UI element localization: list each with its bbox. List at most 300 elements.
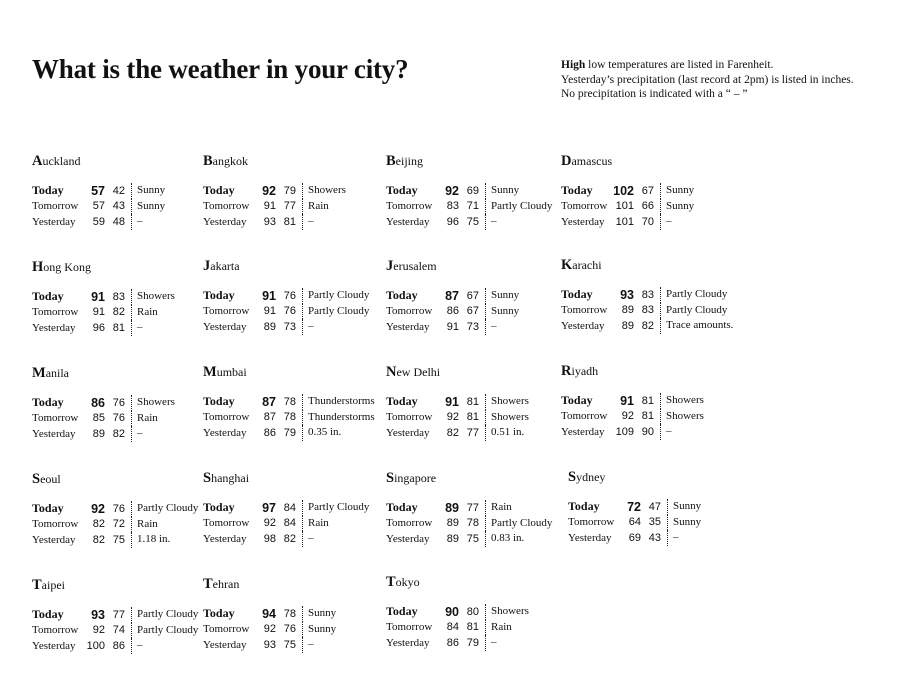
high-temp: 87 [263,411,276,424]
high-temp: 100 [86,639,105,652]
condition: Sunny [485,304,519,320]
row-label: Yesterday [203,638,247,651]
row-label: Yesterday [203,320,247,333]
city-card [561,153,741,230]
city-name: Bangkok [203,153,248,169]
city-name: Jakarta [203,258,240,274]
low-temp: 78 [466,517,479,530]
forecast-row-today [386,604,566,620]
forecast-row-tomorrow [386,304,566,320]
high-temp: 89 [92,427,105,440]
high-temp: 102 [613,183,634,198]
row-label: Tomorrow [203,517,250,530]
high-temp: 93 [91,607,105,622]
high-temp: 91 [620,393,634,408]
condition: Partly Cloudy [302,288,369,304]
row-label: Tomorrow [32,412,79,425]
page-title: What is the weather in your city? [32,54,409,84]
row-label: Tomorrow [386,411,433,424]
row-label: Yesterday [568,531,612,544]
row-label: Today [561,287,593,302]
row-label: Tomorrow [568,516,615,529]
low-temp: 67 [641,184,654,197]
forecast-row-yesterday [561,214,741,230]
row-label: Tomorrow [386,200,433,213]
low-temp: 78 [283,411,296,424]
condition: Sunny [131,183,165,199]
city-name: New Delhi [386,364,441,380]
high-temp: 109 [615,425,634,438]
low-temp: 82 [283,532,296,545]
condition: – [660,424,672,440]
city-name: Damascus [561,153,613,169]
row-label: Yesterday [203,426,247,439]
forecast-row-tomorrow [203,410,383,426]
low-temp: 43 [648,531,661,544]
city-card [203,153,383,230]
low-temp: 86 [112,639,125,652]
forecast-row-tomorrow [203,304,383,320]
row-label: Yesterday [386,636,430,649]
row-label: Today [32,607,64,622]
forecast-row-yesterday [32,214,212,230]
city-name: Shanghai [203,470,250,486]
condition: – [667,530,679,546]
low-temp: 83 [641,304,654,317]
row-label: Yesterday [32,427,76,440]
high-temp: 96 [446,215,459,228]
city-name: Taipei [32,577,65,593]
condition: Sunny [667,499,701,515]
condition: – [131,214,143,230]
high-temp: 91 [263,200,276,213]
forecast-row-tomorrow [203,199,383,215]
high-temp: 86 [263,426,276,439]
forecast-row-tomorrow [386,620,566,636]
high-temp: 85 [92,412,105,425]
city-name: Beijing [386,153,423,169]
condition: – [131,320,143,336]
forecast-row-yesterday [386,319,566,335]
condition: – [485,319,497,335]
high-temp: 82 [92,533,105,546]
forecast-row-today [203,606,383,622]
row-label: Today [32,289,64,304]
condition: Showers [660,409,704,425]
city-name: Jerusalem [386,258,437,274]
city-name: Mumbai [203,364,247,380]
high-temp: 83 [446,200,459,213]
forecast-row-yesterday [203,319,383,335]
row-label: Yesterday [32,639,76,652]
low-temp: 80 [466,605,479,618]
forecast-row-today [561,183,741,199]
city-card [386,574,566,651]
forecast-row-yesterday [386,531,566,547]
legend-bold-high: High [561,59,586,71]
low-temp: 69 [466,184,479,197]
high-temp: 91 [91,289,105,304]
low-temp: 76 [112,396,125,409]
low-temp: 43 [112,200,125,213]
row-label: Today [32,395,64,410]
forecast-row-today [32,395,212,411]
row-label: Today [203,394,235,409]
row-label: Tomorrow [32,306,79,319]
row-label: Tomorrow [32,200,79,213]
city-card [386,258,566,335]
row-label: Yesterday [386,320,430,333]
city-card [568,469,748,546]
high-temp: 89 [446,532,459,545]
low-temp: 74 [112,624,125,637]
forecast-row-tomorrow [203,516,383,532]
row-label: Yesterday [203,532,247,545]
high-temp: 89 [445,500,459,515]
high-temp: 89 [446,517,459,530]
city-card [386,364,566,441]
forecast-row-today [32,607,212,623]
high-temp: 57 [91,183,105,198]
forecast-row-yesterday [32,426,212,442]
city-card [203,258,383,335]
high-temp: 93 [263,215,276,228]
forecast-row-tomorrow [32,517,212,533]
condition: Trace amounts. [660,318,733,334]
forecast-row-tomorrow [386,410,566,426]
low-temp: 90 [641,425,654,438]
condition: Showers [485,410,529,426]
row-label: Today [386,183,418,198]
row-label: Tomorrow [203,200,250,213]
high-temp: 98 [263,532,276,545]
condition: Sunny [485,183,519,199]
forecast-row-today [561,393,741,409]
city-name: Seoul [32,471,61,487]
high-temp: 96 [92,321,105,334]
low-temp: 84 [283,517,296,530]
condition: Showers [660,393,704,409]
condition: Sunny [660,199,694,215]
condition: Partly Cloudy [131,623,198,639]
low-temp: 81 [283,215,296,228]
row-label: Tomorrow [561,304,608,317]
low-temp: 75 [466,532,479,545]
condition: Showers [485,604,529,620]
condition: – [131,638,143,654]
condition: Sunny [302,622,336,638]
condition: 0.35 in. [302,425,341,441]
high-temp: 57 [92,200,105,213]
low-temp: 77 [112,608,125,621]
condition: Thunderstorms [302,394,375,410]
condition: Rain [302,516,329,532]
high-temp: 92 [445,183,459,198]
forecast-row-today [386,394,566,410]
condition: Rain [131,517,158,533]
row-label: Tomorrow [561,200,608,213]
low-temp: 67 [466,305,479,318]
high-temp: 91 [262,288,276,303]
high-temp: 94 [262,606,276,621]
low-temp: 78 [283,395,296,408]
condition: Sunny [667,515,701,531]
forecast-row-yesterday [561,318,741,334]
condition: – [485,635,497,651]
high-temp: 72 [627,499,641,514]
city-card [32,365,212,442]
city-card [203,364,383,441]
high-temp: 92 [262,183,276,198]
city-name: Tehran [203,576,240,592]
high-temp: 64 [628,516,641,529]
legend-line-3: No precipitation is indicated with a “ – ” [561,88,748,100]
condition: 0.83 in. [485,531,524,547]
forecast-row-tomorrow [561,409,741,425]
forecast-row-today [203,183,383,199]
low-temp: 77 [466,426,479,439]
legend-line-1: High low temperatures are listed in Farenheit. [561,59,774,71]
condition: Partly Cloudy [660,303,727,319]
high-temp: 92 [92,624,105,637]
low-temp: 71 [466,200,479,213]
forecast-row-tomorrow [32,305,212,321]
city-card [32,577,212,654]
low-temp: 81 [466,411,479,424]
row-label: Today [32,501,64,516]
high-temp: 86 [446,305,459,318]
low-temp: 83 [112,290,125,303]
low-temp: 73 [283,320,296,333]
low-temp: 76 [283,289,296,302]
city-card [561,363,741,440]
forecast-row-yesterday [32,320,212,336]
forecast-row-yesterday [386,425,566,441]
forecast-row-yesterday [561,424,741,440]
high-temp: 84 [446,621,459,634]
row-label: Today [203,606,235,621]
city-name: Riyadh [561,363,599,379]
low-temp: 82 [112,427,125,440]
condition: Sunny [302,606,336,622]
forecast-row-tomorrow [386,516,566,532]
city-name: Sydney [568,469,606,485]
forecast-row-tomorrow [32,199,212,215]
condition: Partly Cloudy [131,607,198,623]
row-label: Today [568,499,600,514]
condition: – [302,319,314,335]
high-temp: 92 [446,411,459,424]
row-label: Tomorrow [386,621,433,634]
low-temp: 75 [466,215,479,228]
high-temp: 87 [262,394,276,409]
city-card [32,153,212,230]
high-temp: 101 [615,200,634,213]
condition: Partly Cloudy [302,304,369,320]
high-temp: 97 [262,500,276,515]
forecast-row-today [203,500,383,516]
forecast-row-today [561,287,741,303]
condition: Partly Cloudy [485,516,552,532]
city-card [32,471,212,548]
row-label: Today [386,500,418,515]
forecast-row-today [32,183,212,199]
condition: Sunny [660,183,694,199]
row-label: Today [203,500,235,515]
high-temp: 90 [445,604,459,619]
condition: Sunny [131,199,165,215]
forecast-row-today [203,394,383,410]
forecast-row-today [32,501,212,517]
city-card [203,576,383,653]
forecast-row-tomorrow [386,199,566,215]
row-label: Today [32,183,64,198]
row-label: Tomorrow [203,305,250,318]
condition: 1.18 in. [131,532,170,548]
forecast-row-yesterday [32,532,212,548]
high-temp: 93 [620,287,634,302]
forecast-row-tomorrow [203,622,383,638]
high-temp: 92 [263,517,276,530]
row-label: Yesterday [561,215,605,228]
high-temp: 89 [263,320,276,333]
high-temp: 91 [446,320,459,333]
row-label: Yesterday [203,215,247,228]
low-temp: 70 [641,215,654,228]
city-name: Auckland [32,153,81,169]
condition: Showers [131,289,175,305]
row-label: Tomorrow [32,518,79,531]
condition: Showers [302,183,346,199]
condition: Rain [485,500,512,516]
condition: – [302,531,314,547]
low-temp: 81 [641,394,654,407]
low-temp: 79 [466,636,479,649]
low-temp: 81 [112,321,125,334]
low-temp: 76 [112,412,125,425]
low-temp: 82 [112,306,125,319]
high-temp: 69 [628,531,641,544]
forecast-row-yesterday [203,214,383,230]
low-temp: 77 [283,200,296,213]
city-name: Singapore [386,470,437,486]
forecast-row-tomorrow [561,199,741,215]
condition: Thunderstorms [302,410,375,426]
low-temp: 83 [641,288,654,301]
legend-note [561,58,901,102]
condition: – [302,637,314,653]
high-temp: 93 [263,638,276,651]
row-label: Yesterday [386,215,430,228]
low-temp: 67 [466,289,479,302]
city-name: Manila [32,365,70,381]
high-temp: 92 [621,410,634,423]
row-label: Tomorrow [386,517,433,530]
high-temp: 86 [446,636,459,649]
condition: Rain [485,620,512,636]
row-label: Yesterday [32,321,76,334]
low-temp: 76 [283,305,296,318]
forecast-row-tomorrow [568,515,748,531]
row-label: Today [386,394,418,409]
low-temp: 77 [466,501,479,514]
forecast-row-yesterday [203,637,383,653]
row-label: Tomorrow [32,624,79,637]
row-label: Today [203,288,235,303]
forecast-row-today [568,499,748,515]
row-label: Today [561,393,593,408]
condition: – [485,214,497,230]
city-name: Hong Kong [32,259,91,275]
city-card [561,257,741,334]
row-label: Yesterday [32,215,76,228]
low-temp: 66 [641,200,654,213]
forecast-row-tomorrow [32,411,212,427]
forecast-row-today [32,289,212,305]
high-temp: 89 [621,319,634,332]
low-temp: 79 [283,184,296,197]
forecast-row-tomorrow [561,303,741,319]
high-temp: 89 [621,304,634,317]
forecast-row-yesterday [32,638,212,654]
low-temp: 42 [112,184,125,197]
low-temp: 81 [466,621,479,634]
condition: Rain [131,305,158,321]
low-temp: 48 [112,215,125,228]
low-temp: 75 [112,533,125,546]
high-temp: 82 [446,426,459,439]
forecast-row-today [386,500,566,516]
condition: Showers [485,394,529,410]
high-temp: 91 [263,305,276,318]
condition: – [302,214,314,230]
condition: Showers [131,395,175,411]
city-name: Karachi [561,257,602,273]
row-label: Yesterday [386,532,430,545]
condition: Rain [302,199,329,215]
condition: – [131,426,143,442]
forecast-row-yesterday [386,214,566,230]
row-label: Yesterday [386,426,430,439]
row-label: Yesterday [32,533,76,546]
high-temp: 91 [445,394,459,409]
high-temp: 82 [92,518,105,531]
city-card [32,259,212,336]
forecast-row-today [386,183,566,199]
high-temp: 91 [92,306,105,319]
low-temp: 78 [283,607,296,620]
high-temp: 87 [445,288,459,303]
low-temp: 79 [283,426,296,439]
row-label: Yesterday [561,425,605,438]
row-label: Tomorrow [386,305,433,318]
high-temp: 101 [615,215,634,228]
high-temp: 92 [263,623,276,636]
condition: – [660,214,672,230]
high-temp: 86 [91,395,105,410]
condition: Sunny [485,288,519,304]
low-temp: 35 [648,516,661,529]
forecast-row-yesterday [203,425,383,441]
city-card [203,470,383,547]
row-label: Tomorrow [203,411,250,424]
condition: Partly Cloudy [131,501,198,517]
condition: Partly Cloudy [302,500,369,516]
low-temp: 76 [112,502,125,515]
low-temp: 76 [283,623,296,636]
legend-line-2: Yesterday’s precipitation (last record at 2pm) is listed in inches. [561,73,854,86]
forecast-row-yesterday [203,531,383,547]
